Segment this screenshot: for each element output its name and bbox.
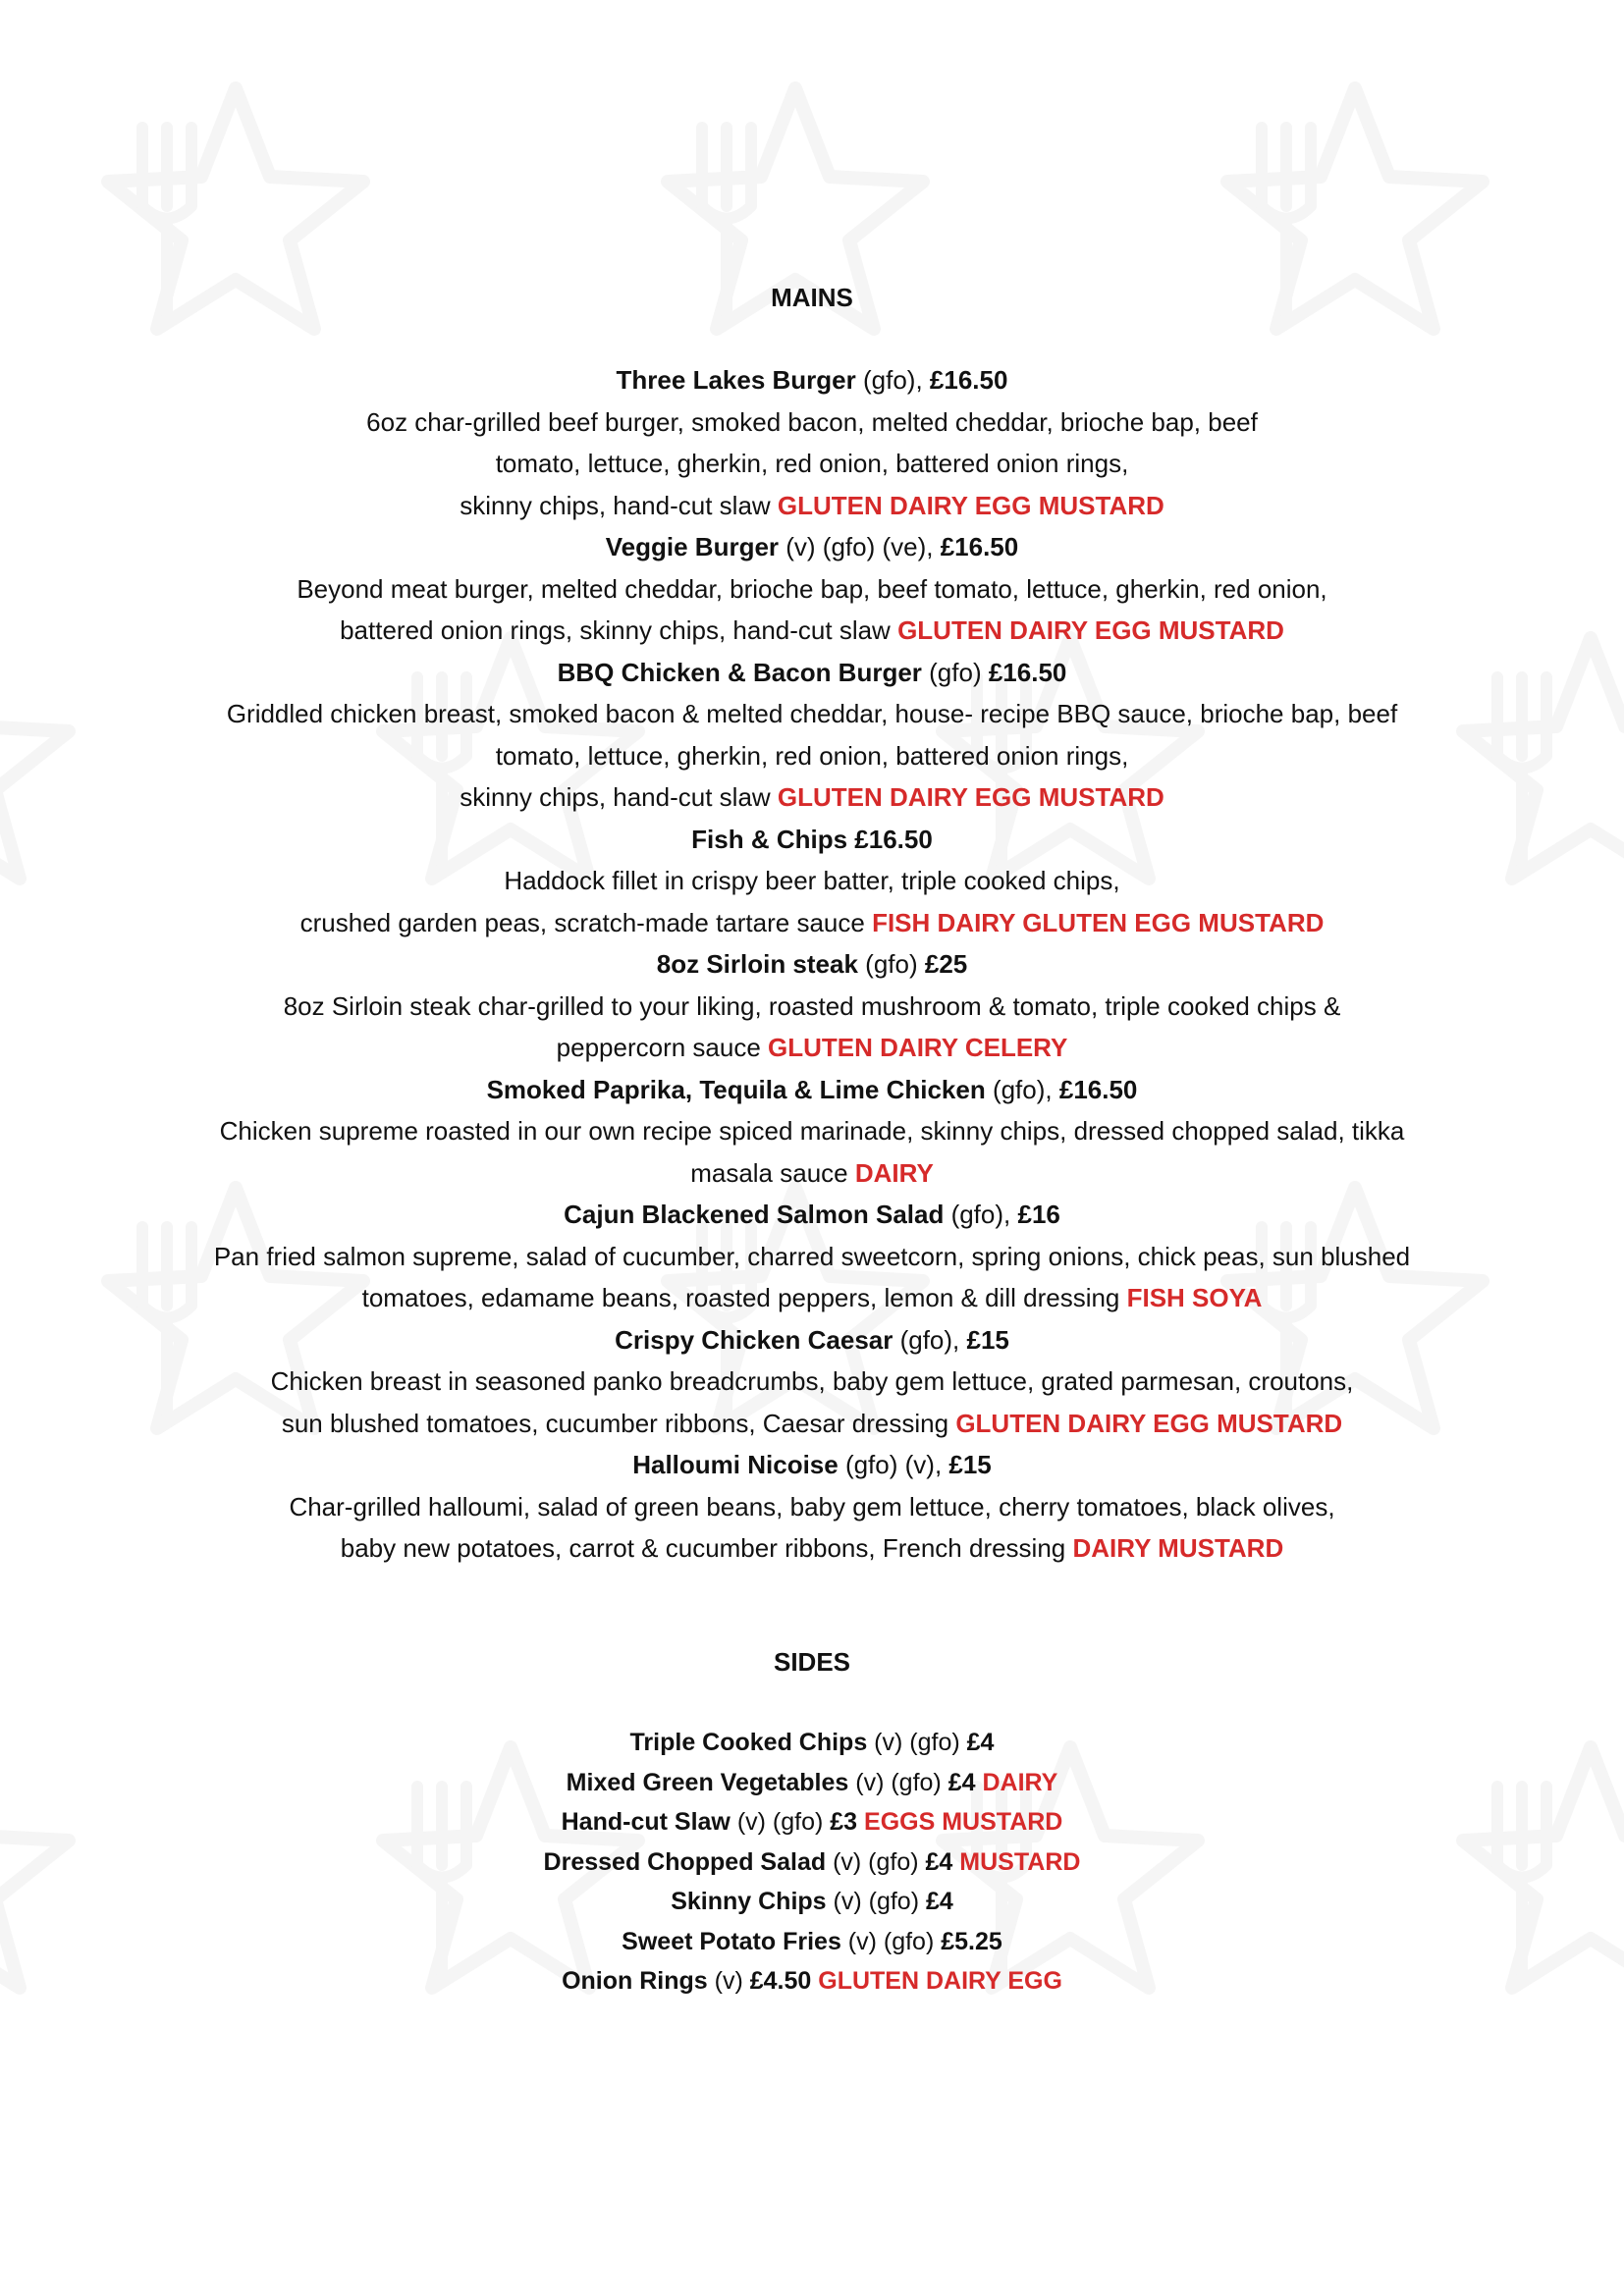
dish-description: crushed garden peas, scratch-made tartare sauce — [299, 907, 873, 937]
dish-name: Three Lakes Burger — [616, 365, 856, 395]
side-name: Hand-cut Slaw — [561, 1808, 731, 1836]
dish-description-line — [0, 1152, 1624, 1195]
side-item — [0, 1922, 1624, 1962]
dish-description-line — [0, 1027, 1624, 1069]
dish-tags: (gfo), — [893, 1324, 967, 1355]
dish-price: £16.50 — [940, 532, 1019, 561]
dish-description-line — [0, 986, 1624, 1028]
allergen-list: DAIRY — [854, 1157, 934, 1188]
dish-tags: (gfo) — [921, 657, 989, 687]
side-item — [0, 1802, 1624, 1842]
dish-heading — [0, 1069, 1624, 1111]
allergen-list: FISH SOYA — [1126, 1283, 1263, 1312]
dish-description: tomato, lettuce, gherkin, red onion, battered onion rings, — [495, 740, 1129, 771]
dish-tags: (v) (gfo) (ve), — [779, 532, 941, 561]
dish-price: £15 — [966, 1324, 1009, 1355]
side-tags: (v) — [707, 1967, 750, 1995]
dish-name: Crispy Chicken Caesar — [615, 1324, 893, 1355]
side-name: Onion Rings — [562, 1967, 708, 1995]
dish-description: skinny chips, hand-cut slaw — [460, 782, 778, 812]
dish-description: 6oz char-grilled beef burger, smoked bacon, melted cheddar, brioche bap, beef — [366, 406, 1258, 437]
dish-description-line — [0, 1236, 1624, 1278]
side-item — [0, 1961, 1624, 2002]
dish-heading — [0, 652, 1624, 694]
dish-description: 8oz Sirloin steak char-grilled to your liking, roasted mushroom & tomato, triple cooked chips & — [283, 990, 1341, 1021]
dish-name: BBQ Chicken & Bacon Burger — [557, 657, 922, 687]
side-price: £3 — [830, 1808, 858, 1836]
side-name: Sweet Potato Fries — [622, 1927, 841, 1955]
side-tags: (v) (gfo) — [826, 1847, 926, 1876]
side-name: Mixed Green Vegetables — [566, 1768, 849, 1796]
dish-heading — [0, 819, 1624, 861]
mains-list — [0, 359, 1624, 1570]
dish-heading — [0, 1194, 1624, 1236]
dish-name: Halloumi Nicoise — [632, 1450, 839, 1479]
dish-heading — [0, 943, 1624, 986]
dish-price: £16.50 — [854, 824, 933, 854]
dish-description-line — [0, 1277, 1624, 1319]
allergen-list: EGGS MUSTARD — [864, 1808, 1063, 1836]
dish-heading — [0, 1444, 1624, 1486]
side-price: £4 — [966, 1729, 995, 1756]
dish-tags: (gfo) — [857, 949, 925, 979]
dish-description-line — [0, 485, 1624, 527]
dish-description-line — [0, 693, 1624, 735]
allergen-list: MUSTARD — [959, 1847, 1081, 1876]
dish-name: Veggie Burger — [605, 532, 780, 561]
dish-description: tomatoes, edamame beans, roasted peppers, lemon & dill dressing — [361, 1283, 1127, 1312]
dish-heading — [0, 526, 1624, 568]
dish-description-line — [0, 735, 1624, 777]
dish-description: Haddock fillet in crispy beer batter, triple cooked chips, — [504, 866, 1120, 895]
dish-description: sun blushed tomatoes, cucumber ribbons, Caesar dressing — [281, 1408, 956, 1438]
dish-description: masala sauce — [690, 1157, 855, 1188]
dish-tags: (gfo), — [944, 1200, 1018, 1229]
dish-name: 8oz Sirloin steak — [656, 949, 858, 979]
allergen-list: FISH DAIRY GLUTEN EGG MUSTARD — [872, 907, 1325, 937]
allergen-list: DAIRY — [982, 1768, 1058, 1796]
dish-name: Smoked Paprika, Tequila & Lime Chicken — [486, 1074, 986, 1104]
side-item — [0, 1842, 1624, 1883]
dish-description: battered onion rings, skinny chips, hand-cut slaw — [340, 615, 898, 645]
side-tags: (v) (gfo) — [867, 1729, 967, 1756]
dish-description-line — [0, 1486, 1624, 1528]
dish-description-line — [0, 902, 1624, 944]
dish-description: Chicken breast in seasoned panko breadcrumbs, baby gem lettuce, grated parmesan, croutons, — [270, 1366, 1354, 1396]
allergen-list: GLUTEN DAIRY EGG MUSTARD — [897, 615, 1284, 645]
dish-tags: (gfo), — [855, 365, 930, 395]
dish-description: Char-grilled halloumi, salad of green beans, baby gem lettuce, cherry tomatoes, black olives, — [289, 1491, 1335, 1522]
side-name: Skinny Chips — [671, 1888, 827, 1915]
allergen-list: GLUTEN DAIRY EGG MUSTARD — [955, 1408, 1343, 1438]
dish-description-line — [0, 568, 1624, 611]
side-tags: (v) (gfo) — [848, 1768, 948, 1796]
dish-description: Pan fried salmon supreme, salad of cucumber, charred sweetcorn, spring onions, chick peas, sun blushed — [213, 1241, 1411, 1271]
dish-price: £25 — [924, 949, 968, 979]
side-tags: (v) (gfo) — [840, 1927, 942, 1955]
allergen-list: DAIRY MUSTARD — [1072, 1533, 1284, 1563]
side-item — [0, 1723, 1624, 1763]
dish-description-line — [0, 1527, 1624, 1570]
dish-description-line — [0, 401, 1624, 444]
dish-description-line — [0, 610, 1624, 652]
dish-description-line — [0, 443, 1624, 485]
dish-description: Griddled chicken breast, smoked bacon & melted cheddar, house- recipe BBQ sauce, brioche bap, beef — [226, 699, 1398, 728]
dish-heading — [0, 359, 1624, 401]
dish-description: tomato, lettuce, gherkin, red onion, battered onion rings, — [495, 449, 1129, 478]
sides-list — [0, 1723, 1624, 2002]
dish-heading — [0, 1319, 1624, 1362]
dish-name: Cajun Blackened Salmon Salad — [564, 1200, 945, 1229]
dish-description: skinny chips, hand-cut slaw — [460, 490, 778, 520]
allergen-list: GLUTEN DAIRY EGG MUSTARD — [777, 490, 1164, 520]
dish-description-line — [0, 1361, 1624, 1403]
side-tags: (v) (gfo) — [730, 1808, 831, 1836]
dish-description-line — [0, 1403, 1624, 1445]
dish-tags: (gfo) (v), — [838, 1450, 949, 1479]
side-price: £4 — [925, 1847, 953, 1876]
side-name: Triple Cooked Chips — [629, 1729, 868, 1756]
dish-name: Fish & Chips — [691, 824, 848, 854]
dish-price: £16.50 — [988, 657, 1067, 687]
dish-description: Beyond meat burger, melted cheddar, brioche bap, beef tomato, lettuce, gherkin, red onion, — [297, 573, 1327, 604]
dish-price: £16 — [1017, 1200, 1060, 1229]
side-price: £4 — [925, 1888, 953, 1915]
sides-heading: SIDES — [773, 1647, 851, 1677]
side-price: £4.50 — [749, 1967, 812, 1995]
allergen-list: GLUTEN DAIRY CELERY — [768, 1033, 1068, 1062]
dish-description-line — [0, 860, 1624, 902]
dish-price: £16.50 — [929, 365, 1008, 395]
side-item — [0, 1763, 1624, 1803]
side-item — [0, 1882, 1624, 1922]
side-price: £5.25 — [941, 1927, 1002, 1955]
dish-description-line — [0, 1110, 1624, 1152]
side-price: £4 — [947, 1768, 976, 1796]
dish-description: Chicken supreme roasted in our own recipe spiced marinade, skinny chips, dressed chopped salad, tikka — [219, 1116, 1405, 1146]
dish-description-line — [0, 776, 1624, 819]
dish-price: £15 — [948, 1450, 992, 1479]
side-name: Dressed Chopped Salad — [543, 1847, 827, 1876]
mains-heading: MAINS — [771, 283, 853, 312]
dish-tags: (gfo), — [985, 1074, 1059, 1104]
allergen-list: GLUTEN DAIRY EGG — [818, 1967, 1062, 1995]
side-tags: (v) (gfo) — [826, 1888, 926, 1915]
dish-description: baby new potatoes, carrot & cucumber ribbons, French dressing — [340, 1533, 1073, 1563]
dish-description: peppercorn sauce — [556, 1033, 769, 1062]
dish-price: £16.50 — [1058, 1074, 1138, 1104]
allergen-list: GLUTEN DAIRY EGG MUSTARD — [777, 782, 1164, 812]
